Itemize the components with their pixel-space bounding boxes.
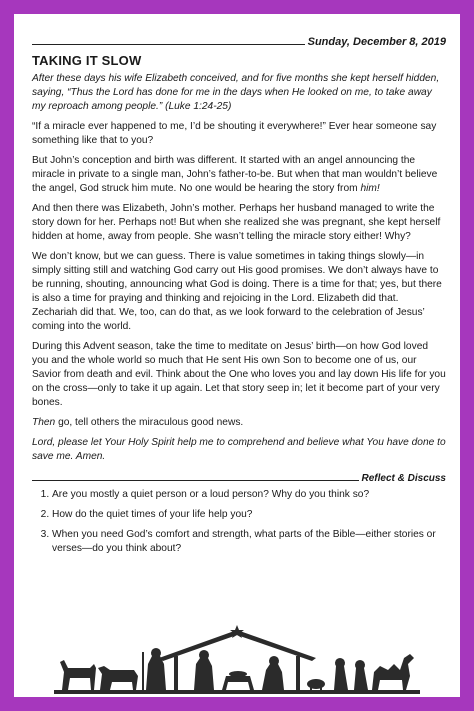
question-item-3: 3. When you need God’s comfort and strength, what parts of the Bible—either stories or verses—do you think about? <box>52 528 446 556</box>
mary-silhouette <box>262 656 284 690</box>
ox-silhouette <box>98 666 138 690</box>
shepherd-staff <box>142 652 144 690</box>
paragraph-1: “If a miracle ever happened to me, I’d be shouting it everywhere!” Ever hear someone say something like that to you? <box>32 121 437 146</box>
reflect-rule <box>32 480 359 481</box>
baby-jesus-silhouette <box>229 671 247 677</box>
page-title: TAKING IT SLOW <box>32 53 142 68</box>
dateline <box>32 34 446 48</box>
ground <box>54 690 420 694</box>
paragraph-2-text: But John’s conception and birth was different. It started with an angel announcing the miracle in private to a single man, John’s father-to-be. But when that man wouldn’t believe the angel, God struck him mute. No one would be hearing the story from <box>32 155 438 194</box>
question-list <box>32 488 446 556</box>
stable-post-left <box>174 656 178 692</box>
devotion-card <box>14 14 460 697</box>
scripture-verse: After these days his wife Elizabeth conceived, and for five months she kept herself hidden, saying, “Thus the Lord has done for me in the days when He looked on me, to take away my reproach among people.” (Luke 1:24-25) <box>32 73 440 112</box>
dateline-rule <box>32 44 305 45</box>
paragraph-then <box>32 416 446 430</box>
donkey-silhouette <box>60 660 96 690</box>
wise-man-silhouette <box>354 660 368 690</box>
sheep-silhouette <box>307 679 325 689</box>
joseph-silhouette <box>194 650 214 690</box>
reflect-header <box>32 470 446 484</box>
stable-post-right <box>296 656 300 692</box>
then-word: Then <box>32 417 56 428</box>
then-rest: go, tell others the miraculous good news. <box>55 417 244 428</box>
paragraph-2-emphasis: him! <box>360 183 380 194</box>
question-item-2: 2. How do the quiet times of your life help you? <box>52 508 446 522</box>
question-item-1: 1. Are you mostly a quiet person or a loud person? Why do you think so? <box>52 488 446 502</box>
reflect-label: Reflect & Discuss <box>361 473 446 484</box>
devotion-content <box>32 34 446 562</box>
camel-silhouette <box>372 654 414 690</box>
date-label: Sunday, December 8, 2019 <box>307 36 446 48</box>
nativity-illustration <box>54 624 420 694</box>
paragraph-2 <box>32 154 446 196</box>
prayer: Lord, please let Your Holy Spirit help me to comprehend and believe what You have done to save me. Amen. <box>32 437 446 462</box>
paragraph-3: And then there was Elizabeth, John’s mother. Perhaps her husband managed to write the story down for her. Perhaps not! But when she realized she was pregnant, she kept herself hidden at home, away from people. She wasn’t telling the miracle story either! Why? <box>32 203 441 242</box>
shepherd-silhouette <box>146 648 166 690</box>
paragraph-5: During this Advent season, take the time to meditate on Jesus’ birth—on how God loved you and the whole world so much that He sent His own Son to become one of us, our Savior from death and evil. Think about the One who loves you and lay down His life for you on the cross—only to take it up again. Let that story seep in; let it become part of your very bones. <box>32 341 446 408</box>
paragraph-4: We don’t know, but we can guess. There is value sometimes in taking things slowly—in simply sitting still and watching God carry out His good promises. We don’t always have to be running, shouting, announcing what God is doing. There is a time for that; yes, but there is also a time for praying and thinking and rejoicing in the Lord. Elizabeth did that. Zechariah did that. We, too, can do that, as we look forward to the celebration of Jesus’ coming into the world. <box>32 251 442 332</box>
wise-man-silhouette <box>334 658 348 690</box>
manger-silhouette <box>222 676 254 690</box>
